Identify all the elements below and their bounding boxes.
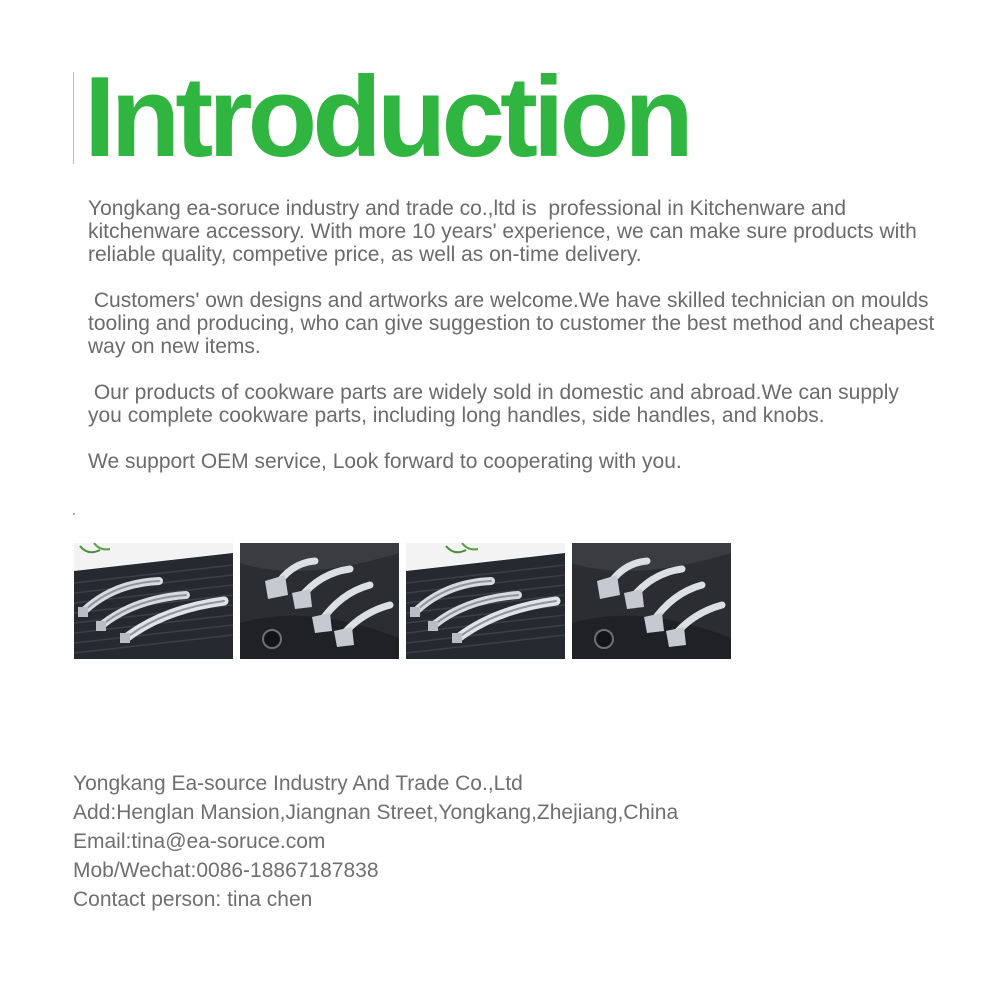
intro-text: [88, 197, 941, 496]
company-name: Yongkang Ea-source Industry And Trade Co.,Ltd: [73, 772, 523, 795]
intro-paragraph-3: Our products of cookware parts are widely sold in domestic and abroad.We can supply you complete cookware parts, including long handles, side handles, and knobs.: [88, 381, 905, 427]
product-photo-4: [572, 543, 731, 659]
contact-info: [73, 769, 678, 914]
intro-paragraph-2: Customers' own designs and artworks are welcome.We have skilled technician on moulds tooling and producing, who can give suggestion to customer the best method and cheapest way on new items.: [88, 289, 941, 358]
intro-paragraph-1: Yongkang ea-soruce industry and trade co.,ltd is professional in Kitchenware and kitchenware accessory. With more 10 years' experience, we can make sure products with reliable quality, competive price, as well as on-time delivery.: [88, 197, 923, 266]
contact-person: Contact person: tina chen: [73, 888, 313, 911]
title-divider-line: [73, 72, 74, 164]
page-title: Introduction: [84, 54, 689, 181]
contact-email: Email:tina@ea-soruce.com: [73, 830, 326, 853]
product-photo-2: [240, 543, 399, 659]
product-photo-3: [406, 543, 565, 659]
product-photo-1: [74, 543, 233, 659]
company-address: Add:Henglan Mansion,Jiangnan Street,Yongkang,Zhejiang,China: [73, 801, 679, 824]
product-gallery: [74, 543, 731, 659]
stray-dot: [73, 513, 75, 515]
intro-paragraph-4: We support OEM service, Look forward to cooperating with you.: [88, 450, 682, 473]
contact-mobile: Mob/Wechat:0086-18867187838: [73, 859, 379, 882]
